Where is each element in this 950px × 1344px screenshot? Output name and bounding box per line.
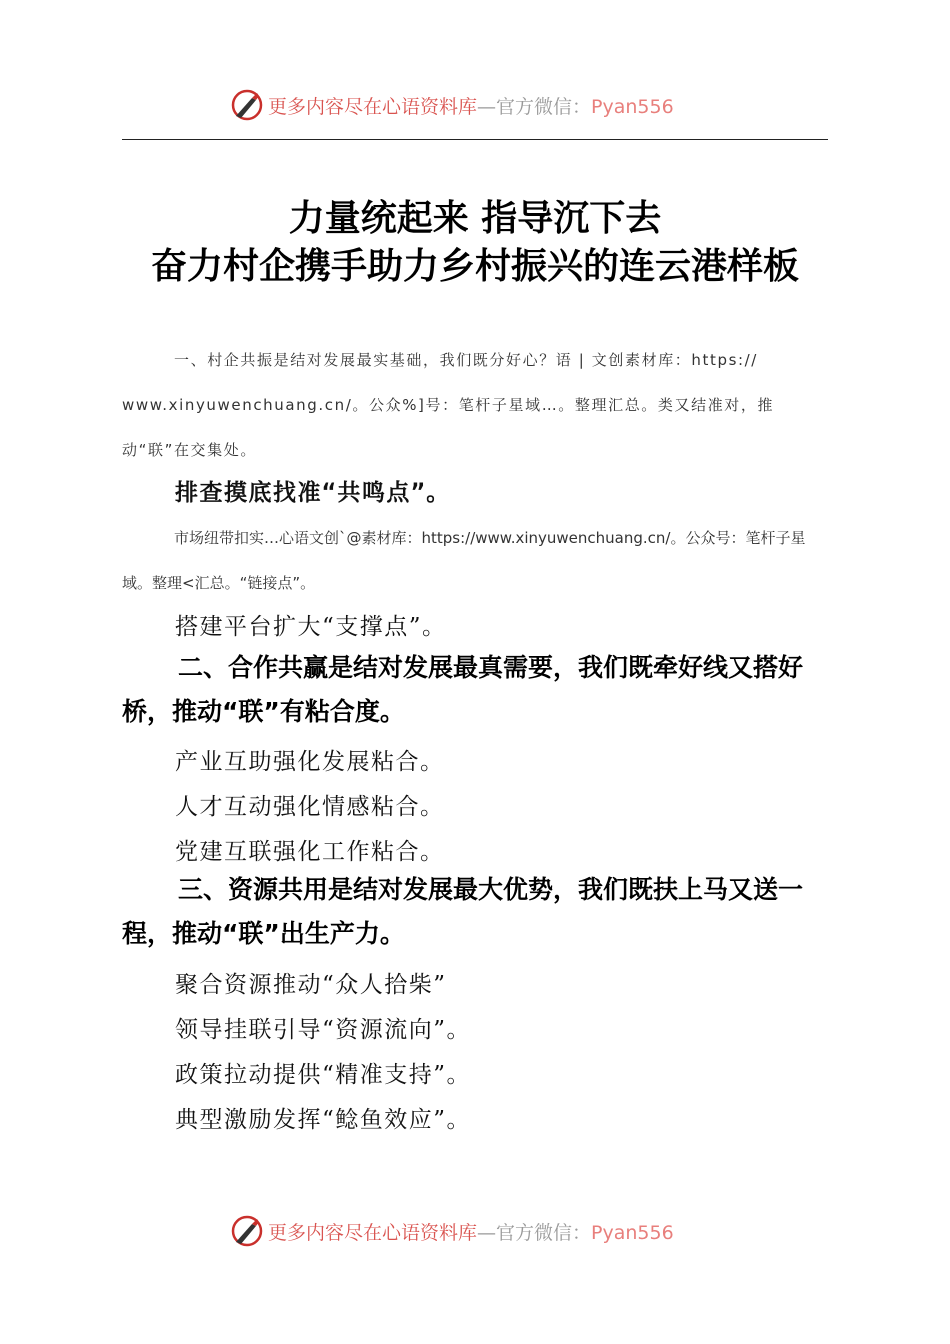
paragraph-2: 市场纽带扣实…心语文创`@素材库：https://www.xinyuwenchuang.cn/。公众号：笔杆子星域。整理<汇总。“链接点”。 [122, 529, 806, 592]
pen-logo-icon [230, 88, 264, 122]
list-item: 党建互联强化工作粘合。 [175, 839, 445, 865]
paragraph-1: 一、村企共振是结对发展最实基础，我们既分好心？语 | 文创素材库：https:// www.xinyuwenchuang.cn/。公众%]号：笔杆子星域…。整理汇总。类又结准对，推动“联”在交集处。 [122, 351, 775, 459]
watermark-account: Pyan556 [591, 1222, 674, 1244]
list-item: 典型激励发挥“鲶鱼效应”。 [175, 1107, 472, 1133]
footer-watermark [0, 1212, 950, 1252]
watermark-account: Pyan556 [591, 96, 674, 118]
watermark-grey-text: —官方微信： [477, 1222, 592, 1244]
page-title-line1: 力量统起来 指导沉下去 [288, 198, 662, 239]
watermark-red-text: 更多内容尽在心语资料库 [268, 96, 478, 118]
watermark-grey-text: —官方微信： [477, 96, 592, 118]
subheading-2: 搭建平台扩大“支撑点”。 [175, 614, 447, 640]
subheading-1: 排查摸底找准“共鸣点”。 [175, 480, 451, 506]
page-title-line2: 奋力村企携手助力乡村振兴的连云港样板 [150, 246, 799, 287]
pen-logo-icon [230, 1214, 264, 1248]
list-item: 产业互助强化发展粘合。 [175, 749, 445, 775]
list-item: 领导挂联引导“资源流向”。 [175, 1017, 472, 1043]
watermark-red-text: 更多内容尽在心语资料库 [268, 1222, 478, 1244]
header-rule [122, 139, 828, 140]
list-item: 人才互动强化情感粘合。 [175, 794, 445, 820]
header-watermark [0, 86, 950, 126]
list-item: 政策拉动提供“精准支持”。 [175, 1062, 472, 1088]
section-heading-3: 三、资源共用是结对发展最大优势，我们既扶上马又送一程，推动“联”出生产力。 [122, 875, 804, 948]
list-item: 聚合资源推动“众人拾柴” [175, 972, 447, 998]
section-heading-2: 二、合作共赢是结对发展最真需要，我们既牵好线又搭好桥，推动“联”有粘合度。 [122, 653, 804, 726]
